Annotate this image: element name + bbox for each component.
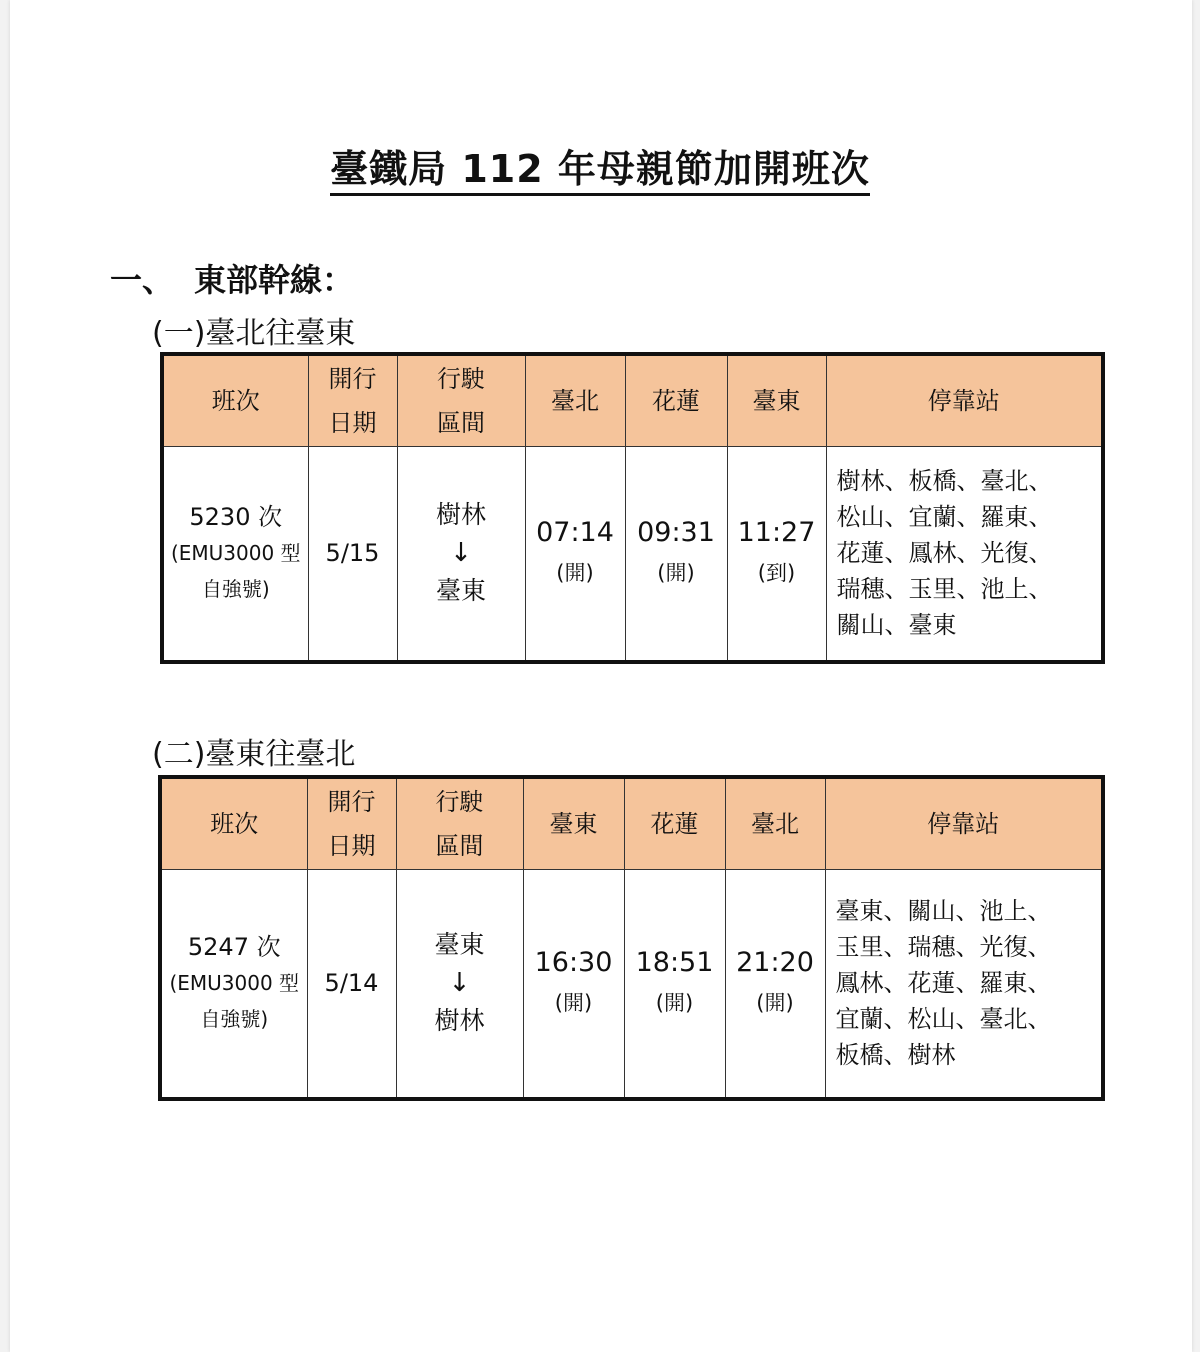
arrow-down-icon: ↓ (448, 968, 471, 999)
time-value: 07:14 (536, 517, 614, 549)
time-value: 09:31 (637, 517, 715, 549)
stops-cell (826, 446, 1103, 662)
time-cell-1 (523, 869, 624, 1099)
schedule-table-1 (160, 352, 1105, 664)
time-note: (開) (657, 561, 695, 586)
table-row (162, 446, 1103, 662)
time-note: (開) (554, 991, 593, 1016)
header-route: 行駛 區間 (397, 354, 525, 446)
header-station-2: 花蓮 (624, 777, 725, 869)
header-train: 班次 (162, 354, 308, 446)
time-cell-3 (727, 446, 826, 662)
section-number: 一、 (110, 261, 175, 299)
run-date: 5/14 (307, 869, 396, 1099)
time-value: 16:30 (534, 947, 613, 979)
time-cell-1 (525, 446, 625, 662)
time-cell-3 (725, 869, 825, 1099)
section-heading (110, 255, 354, 301)
train-cell (160, 869, 307, 1099)
table-header-row (160, 777, 1103, 869)
stops-line: 樹林、板橋、臺北、 (836, 467, 1053, 496)
time-note: (到) (757, 561, 796, 586)
table-row (160, 869, 1103, 1099)
header-station-1: 臺北 (525, 354, 625, 446)
time-cell-2 (625, 446, 727, 662)
arrow-down-icon: ↓ (450, 538, 472, 569)
route-from: 臺東 (434, 930, 485, 960)
document-page (10, 0, 1192, 1352)
train-type: (EMU3000 型 (170, 541, 301, 566)
time-value: 11:27 (737, 517, 816, 549)
train-cell (162, 446, 308, 662)
time-note: (開) (655, 991, 694, 1016)
section-name: 東部幹線： (194, 261, 355, 299)
time-note: (開) (556, 561, 594, 586)
route-from: 樹林 (435, 500, 486, 530)
stops-line: 鳳林、花蓮、羅東、 (835, 969, 1052, 998)
header-date: 開行 日期 (308, 354, 397, 446)
header-route: 行駛 區間 (396, 777, 523, 869)
train-type-2: 自強號) (201, 577, 270, 602)
header-date: 開行 日期 (307, 777, 396, 869)
document-title: 臺鐵局 112 年母親節加開班次 (0, 138, 1200, 193)
stops-line: 玉里、瑞穗、光復、 (835, 933, 1052, 962)
header-station-3: 臺北 (725, 777, 825, 869)
header-station-3: 臺東 (727, 354, 826, 446)
header-station-2: 花蓮 (625, 354, 727, 446)
route-cell (397, 446, 525, 662)
table-header-row (162, 354, 1103, 446)
header-station-1: 臺東 (523, 777, 624, 869)
header-train: 班次 (160, 777, 307, 869)
subtitle-taitung-to-taipei: (二)臺東往臺北 (152, 737, 356, 772)
time-cell-2 (624, 869, 725, 1099)
stops-cell (825, 869, 1103, 1099)
run-date: 5/15 (308, 446, 397, 662)
route-to: 臺東 (435, 576, 486, 606)
stops-line: 花蓮、鳳林、光復、 (836, 539, 1053, 568)
stops-line: 松山、宜蘭、羅東、 (836, 503, 1053, 532)
time-value: 18:51 (635, 947, 714, 979)
time-value: 21:20 (736, 947, 814, 979)
subtitle-taipei-to-taitung: (一)臺北往臺東 (152, 316, 356, 351)
header-stops: 停靠站 (826, 354, 1103, 446)
stops-line: 板橋、樹林 (835, 1041, 956, 1070)
train-number: 5230 次 (189, 503, 283, 532)
schedule-table-2 (158, 775, 1105, 1101)
stops-line: 臺東、關山、池上、 (835, 897, 1052, 926)
route-to: 樹林 (434, 1006, 485, 1036)
stops-line: 關山、臺東 (836, 611, 957, 640)
train-type-2: 自強號) (200, 1007, 269, 1032)
stops-line: 瑞穗、玉里、池上、 (836, 575, 1053, 604)
train-type: (EMU3000 型 (169, 971, 300, 996)
train-number: 5247 次 (187, 933, 281, 962)
route-cell (396, 869, 523, 1099)
stops-line: 宜蘭、松山、臺北、 (835, 1005, 1052, 1034)
time-note: (開) (756, 991, 794, 1016)
header-stops: 停靠站 (825, 777, 1103, 869)
